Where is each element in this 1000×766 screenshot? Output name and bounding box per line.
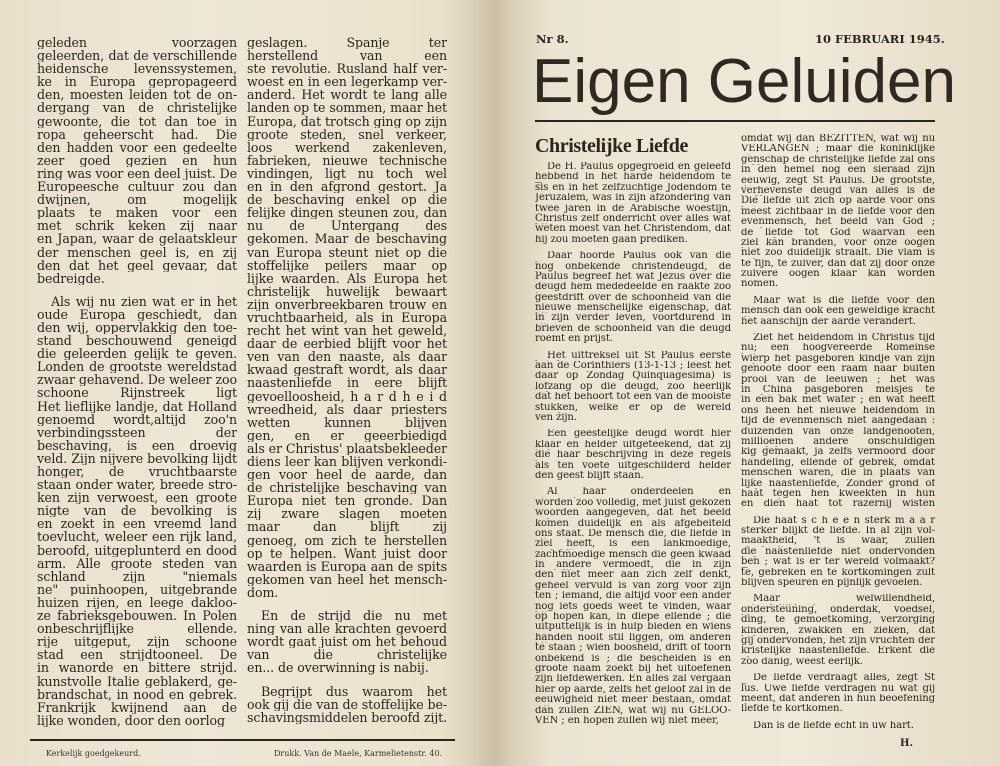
text-line: woorden aangegeven, dat het beeld bbox=[535, 508, 731, 519]
text-line: Maar welwillendheid, bbox=[753, 594, 935, 605]
text-line: veld. Zijn nijvere bevolking lijdt bbox=[37, 451, 237, 465]
text-line: recht het wint van het geweld, bbox=[247, 324, 447, 338]
text-line: wetten kunnen blijven bbox=[247, 415, 447, 429]
paragraph bbox=[741, 296, 935, 327]
text-line: wreedheid, als daar priesters bbox=[247, 402, 447, 416]
text-line: Het uittreksel uit St Paulus eerste bbox=[547, 350, 731, 361]
text-line: zijn onverbreekbaren trouw en bbox=[247, 297, 447, 311]
text-line: handen nooit stil liggen, om anderen bbox=[535, 632, 731, 643]
text-line: stukken, welke er op de wereld bbox=[535, 402, 731, 413]
text-line: te, gebreken en te kortkomingen zult bbox=[741, 567, 935, 578]
text-line: zuivere oogen klaar kan worden bbox=[741, 269, 935, 280]
text-line: herstellend van een bbox=[247, 49, 447, 63]
text-line: de beschaving enkel op die bbox=[247, 193, 447, 207]
right-page-column-2 bbox=[741, 134, 935, 731]
text-line: Frankrijk kwijnend aan de bbox=[37, 700, 237, 714]
text-line: evenmensch, het beeld van God ; bbox=[741, 217, 935, 228]
text-line: onbeschrijflijke ellende. bbox=[37, 622, 237, 636]
text-line: onbekend is ; die bescheiden is en bbox=[535, 653, 731, 664]
text-line: dergang van de christelijke bbox=[37, 101, 237, 115]
text-line: nieuwe menschelijke eigenschap, dat bbox=[535, 303, 731, 314]
text-line: ze fabrieksgebouwen. In Polen bbox=[37, 609, 237, 623]
text-line: Jeruzalem, was in zijn afzondering van bbox=[535, 193, 731, 204]
text-line: dat het behoort tot een van de mooiste bbox=[535, 392, 731, 403]
text-line: in wanorde en bittere strijd. bbox=[37, 661, 237, 675]
paragraph bbox=[37, 295, 237, 727]
text-line: gekomen van heel het mensch- bbox=[247, 572, 447, 586]
text-line: liefde te kortkomen. bbox=[741, 704, 843, 715]
left-page-column-1 bbox=[37, 36, 237, 727]
text-line: Europeesche cultuur zou dan bbox=[37, 180, 237, 194]
text-line: diens leer kan blijven verkondi- bbox=[247, 455, 447, 469]
paragraph bbox=[741, 721, 935, 731]
text-line: nomen. bbox=[741, 279, 779, 290]
paragraph bbox=[535, 251, 731, 345]
text-line: omdat wij dan BEZITTEN, wat wij nu bbox=[741, 134, 935, 144]
text-line: blijven speuren en pijnlijk gevoelen. bbox=[741, 578, 923, 589]
text-line: ding, te gemoetkoming, verzorging bbox=[741, 615, 935, 626]
text-line: fabrieken, nieuwe technische bbox=[247, 153, 447, 167]
text-line: kinderen, zwakken en zieken, dat bbox=[741, 625, 935, 636]
text-line: van Europa steunt niet op die bbox=[247, 245, 447, 259]
text-line: ons staat. De mensch die, die liefde in bbox=[535, 528, 731, 539]
text-line: nu de Untergang des bbox=[247, 219, 447, 233]
text-line: meent, dat anderen in hun beoefening bbox=[741, 693, 935, 704]
text-line: genoeg, om zich te herstellen bbox=[247, 533, 447, 547]
text-line: en zoekt in een vreemd land bbox=[37, 517, 237, 531]
text-line: ons heen het nieuwe heidendom in bbox=[741, 405, 935, 416]
text-line: bedreigde. bbox=[37, 271, 105, 285]
text-line: roemt en prijst. bbox=[535, 334, 613, 345]
text-line: waarden is Europa aan de spits bbox=[247, 559, 447, 573]
text-line: stand beschouwend geneigd bbox=[37, 334, 237, 348]
text-line: geheel vervuld is van zorg voor zijn bbox=[535, 580, 731, 591]
text-line: twee jaren in de Arabische woestijn, bbox=[535, 203, 731, 214]
text-line: lofzang op die deugd, zoo heerlijk bbox=[535, 381, 731, 392]
text-line: VERLANGEN ; maar die koninklijke bbox=[741, 144, 935, 155]
text-line: die haar beschrijving in deze regels bbox=[535, 450, 731, 461]
text-line: christelijk huwelijk bewaart bbox=[247, 284, 447, 298]
text-line: ven zijn. bbox=[535, 412, 577, 423]
text-line: den wij, oppervlakkig den toe- bbox=[37, 320, 237, 335]
text-line: lijke waarden. Als Europa het bbox=[247, 271, 447, 285]
text-line: duizenden van onze landgenooten, bbox=[741, 426, 935, 437]
issue-date: 10 FEBRUARI 1945. bbox=[815, 32, 945, 46]
text-line: menschen waren, die in plaats van bbox=[741, 468, 935, 479]
text-line: stoffelijke peilers maar op bbox=[247, 258, 447, 272]
paragraph bbox=[37, 36, 237, 285]
text-line: Europa niet ten gronde. Dan bbox=[247, 494, 447, 508]
text-line: op hopen kan, in diepe ellende ; die bbox=[535, 612, 731, 623]
text-line: beroofd, uitgeplunterd en dood bbox=[37, 543, 237, 557]
text-line: weten moest van het Christendom, dat bbox=[535, 224, 731, 235]
paragraph bbox=[535, 162, 731, 245]
masthead-divider bbox=[535, 120, 935, 122]
text-line: Ziet het heidendom in Christus tijd bbox=[753, 333, 935, 344]
text-line: genoote door een raam naar buiten bbox=[741, 364, 935, 375]
text-line: anderd. Het wordt te lang alle bbox=[247, 88, 447, 102]
text-line: ke in Europa gepropageerd bbox=[37, 75, 237, 89]
text-line: Dan is de liefde echt in uw hart. bbox=[753, 720, 914, 731]
text-line: nu; een hoogvereerde Romeinse bbox=[741, 343, 935, 354]
text-line: arm. Alle groote steden van bbox=[37, 556, 237, 570]
text-line: in een bak met water ; en wat heeft bbox=[741, 395, 935, 406]
text-line: eeuwig, zegt St Paulus. De grootste, bbox=[741, 175, 935, 186]
text-line: verbindingssteen der bbox=[37, 425, 237, 439]
text-line: Die haat s c h e e n sterk m a a r bbox=[753, 515, 935, 526]
text-line: meest zichtbaar in de liefde voor den bbox=[741, 206, 935, 217]
text-line: staan onder water, breede stro- bbox=[37, 478, 237, 492]
text-line: wordt gaat juist om het behoud bbox=[247, 635, 447, 649]
text-line: Daar hoorde Paulus ook van die bbox=[547, 251, 731, 262]
text-line: ropa geheerscht had. Die bbox=[37, 127, 237, 141]
paragraph bbox=[247, 36, 447, 599]
text-line: Al haar onderdeelen en bbox=[547, 487, 731, 498]
paragraph bbox=[741, 673, 935, 715]
text-line: den, moesten leiden tot de on- bbox=[37, 88, 237, 102]
text-line: De H. Paulus opgegroeid en geleefd bbox=[547, 162, 731, 172]
text-line: Londen de grootste wereldstad bbox=[37, 360, 237, 374]
text-line: kunstvolle Italie geblakerd, ge- bbox=[37, 674, 237, 688]
text-line: naastenliefde in eere blijft bbox=[247, 376, 447, 390]
text-line: genschap de christelijke liefde zal ons bbox=[741, 154, 935, 165]
text-line: lus. Uwe liefde verdragen nu wat gij bbox=[741, 683, 935, 694]
text-line: VEN ; en hopen zullen wij niet meer, bbox=[535, 715, 719, 726]
text-line: wierp het pasgeboren kindje van zijn bbox=[741, 353, 935, 364]
printer-note: Drukk. Van de Maele, Karmelietenstr. 40. bbox=[274, 749, 443, 758]
text-line: ken zijn verwoest, een groote bbox=[37, 491, 237, 505]
text-line: die geleerden gelijk te geven. bbox=[37, 347, 237, 361]
text-line: loos werkend zakenleven, bbox=[247, 140, 447, 154]
paragraph bbox=[535, 429, 731, 481]
text-line: zachtmoedige mensch die geen kwaad bbox=[535, 549, 731, 560]
text-line: groote naam zoekt bij het uitoefenen bbox=[535, 663, 731, 674]
text-line: gekomen. Maar de beschaving bbox=[247, 232, 447, 246]
text-line: sterker blijkt de liefde. In al zijn vol- bbox=[741, 526, 935, 537]
text-line: in China pasgeboren meisjes te bbox=[741, 384, 935, 395]
text-line: ten ; iemand, die altijd voor een ander bbox=[535, 591, 731, 602]
text-line: eeuwigheid niet meer bestaan, omdat bbox=[535, 695, 731, 706]
imprimatur-note: Kerkelijk goedgekeurd. bbox=[46, 749, 141, 758]
text-line: geestdrift over de schoonheid van die bbox=[535, 292, 731, 303]
paragraph bbox=[247, 609, 447, 674]
left-page-column-2 bbox=[247, 36, 447, 724]
paragraph bbox=[741, 594, 935, 667]
text-line: toevlucht, weleer een rijk land, bbox=[37, 530, 237, 544]
text-line: aan de Corinthiers (13-1-13 ; leest het bbox=[535, 361, 731, 372]
text-line: die naastenliefde niet ondervonden bbox=[741, 546, 935, 557]
text-line: en in den afgrond gestort. Ja bbox=[247, 180, 447, 194]
text-line: mensch dan ook een geweldige kracht bbox=[741, 306, 935, 317]
text-line: ziel kan branden, voor onze oogen bbox=[741, 237, 935, 248]
text-line: ook gij die van de stoffelijke be- bbox=[247, 697, 447, 711]
text-line: en dien haat tot razernij wisten bbox=[741, 499, 935, 510]
text-line: oude Europa geschiedt, dan bbox=[37, 307, 237, 321]
text-line: dwijnen, om mogelijk bbox=[37, 193, 237, 207]
paragraph bbox=[741, 516, 935, 589]
text-line: lijke wonden, door den oorlog bbox=[37, 713, 225, 727]
text-line: millioenen andere onschuldigen bbox=[741, 436, 935, 447]
issue-number: Nr 8. bbox=[536, 32, 569, 46]
text-line: der menschen geel is, en zij bbox=[37, 245, 237, 259]
text-line: Een geestelijke deugd wordt hier bbox=[547, 429, 731, 440]
text-line: zwaar gehavend. De weleer zoo bbox=[37, 373, 237, 387]
text-line: dan zullen ZIEN, wat wij nu GELOO- bbox=[535, 705, 731, 716]
text-line: De liefde verdraagt alles, zegt St bbox=[753, 673, 935, 684]
text-line: gewoonte, die tot dan toe in bbox=[37, 114, 237, 128]
text-line: van die christelijke bbox=[247, 648, 447, 662]
text-line: huizen rijen, en leege dakloo- bbox=[37, 595, 237, 610]
text-line: te staan ; wien boosheid, drift of toorn bbox=[535, 643, 731, 654]
text-line: ven van den naaste, als daar bbox=[247, 350, 447, 364]
text-line: daar de eerbied blijft voor het bbox=[247, 337, 447, 351]
text-line: ondersteuning, onderdak, voedsel, bbox=[741, 604, 935, 615]
text-line: in zijn verder leven, voortdurend in bbox=[535, 313, 731, 324]
text-line: zoo danig, weest eerlijk. bbox=[741, 656, 863, 667]
text-line: in den hemel nog een sieraad zijn bbox=[741, 165, 935, 176]
text-line: gen voor heel de aarde, dan bbox=[247, 468, 447, 482]
text-line: vindingen, ligt nu toch wel bbox=[247, 166, 447, 181]
text-line: op te helpen. Want juist door bbox=[247, 546, 447, 560]
text-line: als ten voete uitgeschilderd helder bbox=[535, 460, 731, 471]
text-line: deugd hem mededeelde en raakte zoo bbox=[535, 282, 731, 293]
text-line: schoone Rijnstreek ligt bbox=[37, 386, 237, 400]
text-line: de liefde tot God waarvan een bbox=[741, 227, 935, 238]
text-line: geslagen. Spanje ter bbox=[247, 36, 447, 50]
text-line: den hadden voor een gedeelte bbox=[37, 140, 237, 154]
text-line: felijke dingen steunen zou, dan bbox=[247, 206, 447, 220]
paragraph bbox=[535, 351, 731, 424]
text-line: Paulus begreef het wat Jezus over die bbox=[535, 271, 731, 282]
text-line: daar op Zondag Quinquagesima) is bbox=[535, 371, 731, 382]
text-line: ziel heeft, is een lankmoedige, bbox=[535, 539, 731, 550]
text-line: gen, en er geeerbiedigd bbox=[247, 428, 447, 442]
text-line: haat tegen hen kweekten in hun bbox=[741, 488, 935, 499]
text-line: tijd de evenmensch niet aangedaan : bbox=[741, 416, 935, 427]
author-signature: H. bbox=[900, 738, 913, 749]
text-line: kig gemaakt, ja zelfs vermoord door bbox=[741, 447, 935, 458]
newspaper-title: Eigen Geluiden bbox=[532, 47, 956, 116]
text-line: gevoelloosheid, h a r d h e i d bbox=[247, 389, 447, 403]
text-line: klaar en helder uitgeteekend, dat zij bbox=[535, 439, 731, 450]
text-line: brandschat, in nood en gebrek. bbox=[37, 687, 237, 701]
text-line: den niet meer aan zich zelf denkt, bbox=[535, 570, 731, 581]
text-line: rije uitgeput, zijn schoone bbox=[37, 635, 237, 649]
text-line: schavingsmiddelen beroofd zijt. bbox=[247, 710, 447, 724]
text-line: beschaving, is een droevig bbox=[37, 438, 237, 452]
text-line: ning van alle krachten gevoerd bbox=[247, 622, 447, 636]
text-line: in andere vermoedt, die in zijn bbox=[535, 560, 731, 571]
text-line: handeling, ellende of gebrek, omdat bbox=[741, 457, 935, 468]
text-line: brieven de schoonheid van die deugd bbox=[535, 323, 731, 334]
text-line: hebbend in het harde heidendom te bbox=[535, 172, 731, 183]
text-line: sis en in het zelfzuchtige Jodendom te bbox=[535, 182, 731, 193]
text-line: zij zware slagen moeten bbox=[247, 507, 447, 521]
text-line: landen op te sommen, maar het bbox=[247, 101, 447, 115]
text-line: heidensche levenssystemen, bbox=[37, 62, 237, 76]
text-line: schland zijn "niemals bbox=[37, 569, 237, 583]
text-line: uitputtelijk is in hulp bieden en wiens bbox=[535, 622, 731, 633]
text-line: nog iets goeds weet te vinden, waar bbox=[535, 601, 731, 612]
paragraph bbox=[247, 685, 447, 724]
text-line: prooi van de leeuwen ; het was bbox=[741, 374, 935, 385]
text-line: Het lieflijke landje, dat Holland bbox=[37, 399, 237, 413]
text-line: maar dan blijft zij bbox=[247, 520, 447, 534]
text-line: ste revolutie. Rusland half ver- bbox=[247, 62, 447, 76]
text-line: en Japan, waar de gelaatskleur bbox=[37, 232, 237, 246]
text-line: Christus zelf onderricht over alles wat bbox=[535, 213, 731, 224]
text-line: Die liefde uit zich op aarde voor ons bbox=[741, 196, 935, 207]
text-line: hier op aarde, zelfs het geloof zal in de bbox=[535, 684, 731, 695]
text-line: worden zoo volledig, met juist gekozen bbox=[535, 497, 731, 508]
text-line: kwaad gestraft wordt, als daar bbox=[247, 363, 447, 377]
paragraph bbox=[741, 134, 935, 290]
text-line: den dat het geel gevaar, dat bbox=[37, 258, 237, 272]
text-line: den geest blijft staan. bbox=[535, 470, 644, 481]
text-line: En de strijd die nu met bbox=[261, 609, 447, 623]
text-line: te fijn, te zuiver, dan dat zij door onze bbox=[741, 258, 935, 269]
text-line: woest en in een legerkamp ver- bbox=[247, 75, 447, 89]
text-line: komen duidelijk en als afgebeiteld bbox=[535, 518, 731, 529]
text-line: stad een strijdtooneel. De bbox=[37, 648, 237, 662]
text-line: als er Christus' plaatsbekleeder bbox=[247, 441, 447, 455]
text-line: niet zoo duidelijk straalt. Die vlam is bbox=[741, 248, 935, 259]
text-line: hij zou moeten gaan prediken. bbox=[535, 234, 688, 245]
text-line: met schrik keken zij naar bbox=[37, 219, 237, 233]
text-line: Maar wat is die liefde voor den bbox=[753, 295, 935, 306]
text-line: Europa, dat trotsch ging op zijn bbox=[247, 114, 447, 128]
text-line: lijke naastenliefde, Zonder grond of bbox=[741, 478, 935, 489]
text-line: Als wij nu zien wat er in het bbox=[51, 294, 237, 308]
paragraph bbox=[741, 333, 935, 510]
text-line: en... de overwinning is nabij. bbox=[247, 661, 429, 675]
article-heading: Christelijke Liefde bbox=[535, 135, 688, 157]
text-line: nog onbekende christendeugd, de bbox=[535, 261, 731, 272]
text-line: de christelijke beschaving van bbox=[247, 481, 447, 495]
footer-divider bbox=[30, 739, 455, 741]
text-line: zeer goed gezien en hun bbox=[37, 153, 237, 167]
text-line: ring was voor een deel juist. De bbox=[37, 166, 237, 181]
text-line: dom. bbox=[247, 585, 279, 600]
text-line: vruchtbaarheid, als in Europa bbox=[247, 310, 447, 325]
text-line: geleerden, dat de verschillende bbox=[37, 49, 237, 63]
text-line: verhevenste deugd van alles is de bbox=[741, 185, 935, 196]
text-line: kristelijke naastenliefde. Erkent die bbox=[741, 646, 935, 657]
text-line: genoemd wordt,altijd zoo'n bbox=[37, 412, 237, 426]
text-line: groote steden, snel verkeer, bbox=[247, 127, 447, 141]
text-line: het aanschijn der aarde verandert. bbox=[741, 316, 916, 327]
text-line: ne" puinhoopen, uitgebrande bbox=[37, 582, 237, 596]
text-line: gij ondervonden, het zijn vruchten der bbox=[741, 635, 935, 646]
text-line: ben ; wat is er ter wereld volmaakt? bbox=[741, 557, 935, 568]
text-line: maaktheid, 't is waar, zullen bbox=[741, 536, 935, 547]
right-page-column-1 bbox=[535, 162, 731, 726]
paragraph bbox=[535, 487, 731, 726]
text-line: zijn liefdewerken. En alles zal vergaan bbox=[535, 674, 731, 685]
text-line: geleden voorzagen bbox=[37, 36, 237, 50]
text-line: honger, de vruchtbaarste bbox=[37, 465, 237, 479]
text-line: nigte van de bevolking is bbox=[37, 504, 237, 518]
text-line: plaats te maken voor een bbox=[37, 206, 237, 220]
text-line: Begrijpt dus waarom het bbox=[261, 684, 447, 698]
